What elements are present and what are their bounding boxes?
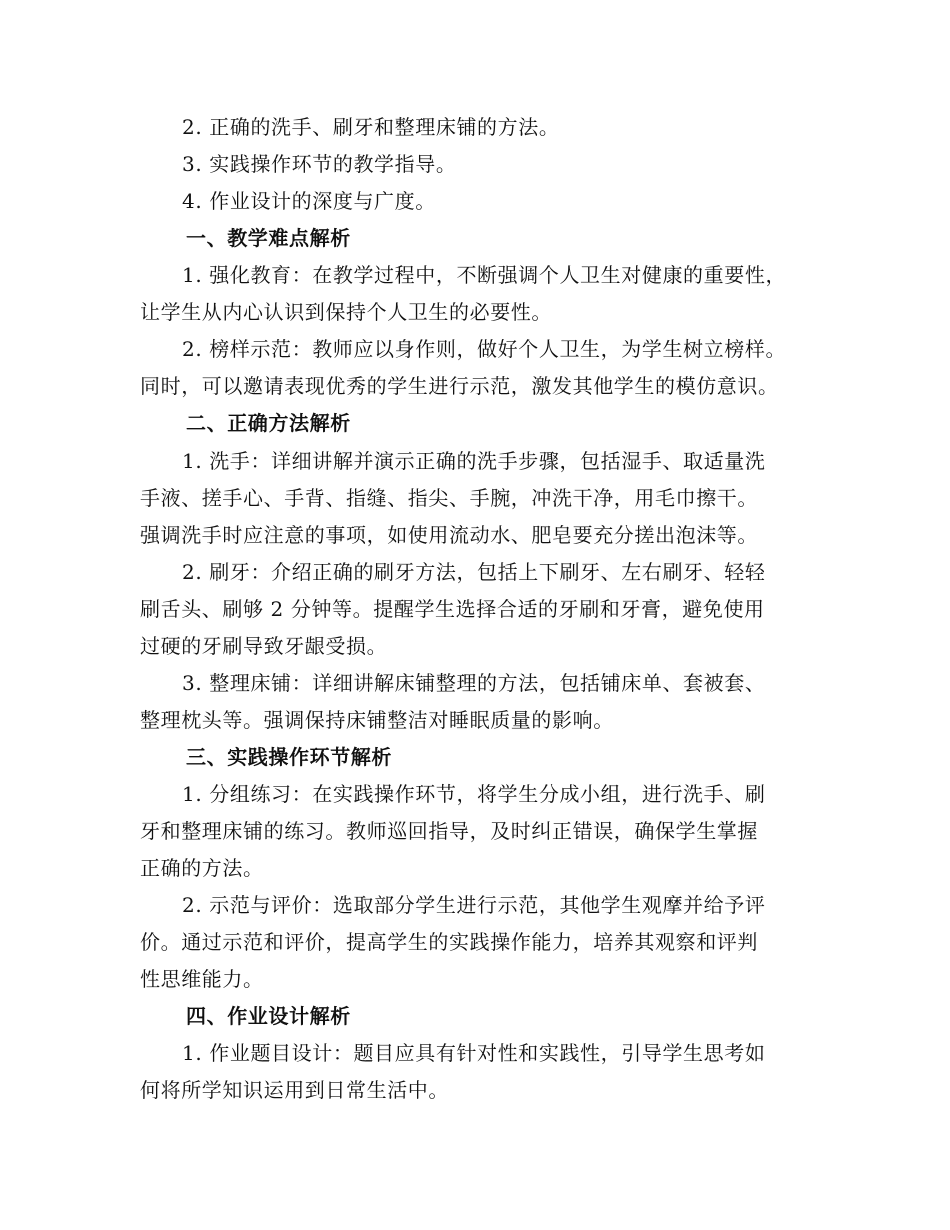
paragraph-line: 1. 强化教育：在教学过程中，不断强调个人卫生对健康的重要性， xyxy=(182,263,787,287)
paragraph-line: 同时，可以邀请表现优秀的学生进行示范，激发其他学生的模仿意识。 xyxy=(140,374,779,398)
paragraph-line: 3. 整理床铺：详细讲解床铺整理的方法，包括铺床单、套被套、 xyxy=(182,671,766,695)
paragraph-line: 2. 榜样示范：教师应以身作则，做好个人卫生，为学生树立榜样。 xyxy=(182,337,787,361)
paragraph-line: 2. 刷牙：介绍正确的刷牙方法，包括上下刷牙、左右刷牙、轻轻 xyxy=(182,560,766,584)
paragraph-line: 让学生从内心认识到保持个人卫生的必要性。 xyxy=(140,300,552,324)
paragraph-line: 2. 示范与评价：选取部分学生进行示范，其他学生观摩并给予评 xyxy=(182,893,766,917)
list-item-3-practice: 3. 实践操作环节的教学指导。 xyxy=(182,152,457,176)
section-heading-4: 四、作业设计解析 xyxy=(186,1004,351,1028)
paragraph-line: 牙和整理床铺的练习。教师巡回指导，及时纠正错误，确保学生掌握 xyxy=(140,819,758,843)
paragraph-line: 1. 洗手：详细讲解并演示正确的洗手步骤，包括湿手、取适量洗 xyxy=(182,449,766,473)
list-item-4-homework: 4. 作业设计的深度与广度。 xyxy=(182,189,436,213)
paragraph-line: 何将所学知识运用到日常生活中。 xyxy=(140,1078,449,1102)
paragraph-line: 刷舌头、刷够 2 分钟等。提醒学生选择合适的牙刷和牙膏，避免使用 xyxy=(140,597,765,621)
paragraph-line: 1. 作业题目设计：题目应具有针对性和实践性，引导学生思考如 xyxy=(182,1041,766,1065)
section-heading-3: 三、实践操作环节解析 xyxy=(186,745,392,769)
paragraph-line: 整理枕头等。强调保持床铺整洁对睡眠质量的影响。 xyxy=(140,708,614,732)
paragraph-line: 1. 分组练习：在实践操作环节，将学生分成小组，进行洗手、刷 xyxy=(182,782,766,806)
paragraph-line: 正确的方法。 xyxy=(140,856,264,880)
paragraph-line: 价。通过示范和评价，提高学生的实践操作能力，培养其观察和评判 xyxy=(140,930,758,954)
list-item-2-methods: 2. 正确的洗手、刷牙和整理床铺的方法。 xyxy=(182,115,560,139)
section-heading-2: 二、正确方法解析 xyxy=(186,411,351,435)
paragraph-line: 手液、搓手心、手背、指缝、指尖、手腕，冲洗干净，用毛巾擦干。 xyxy=(140,486,758,510)
paragraph-line: 性思维能力。 xyxy=(140,967,264,991)
paragraph-line: 强调洗手时应注意的事项，如使用流动水、肥皂要充分搓出泡沫等。 xyxy=(140,523,758,547)
paragraph-line: 过硬的牙刷导致牙龈受损。 xyxy=(140,634,388,658)
section-heading-1: 一、教学难点解析 xyxy=(186,226,351,250)
